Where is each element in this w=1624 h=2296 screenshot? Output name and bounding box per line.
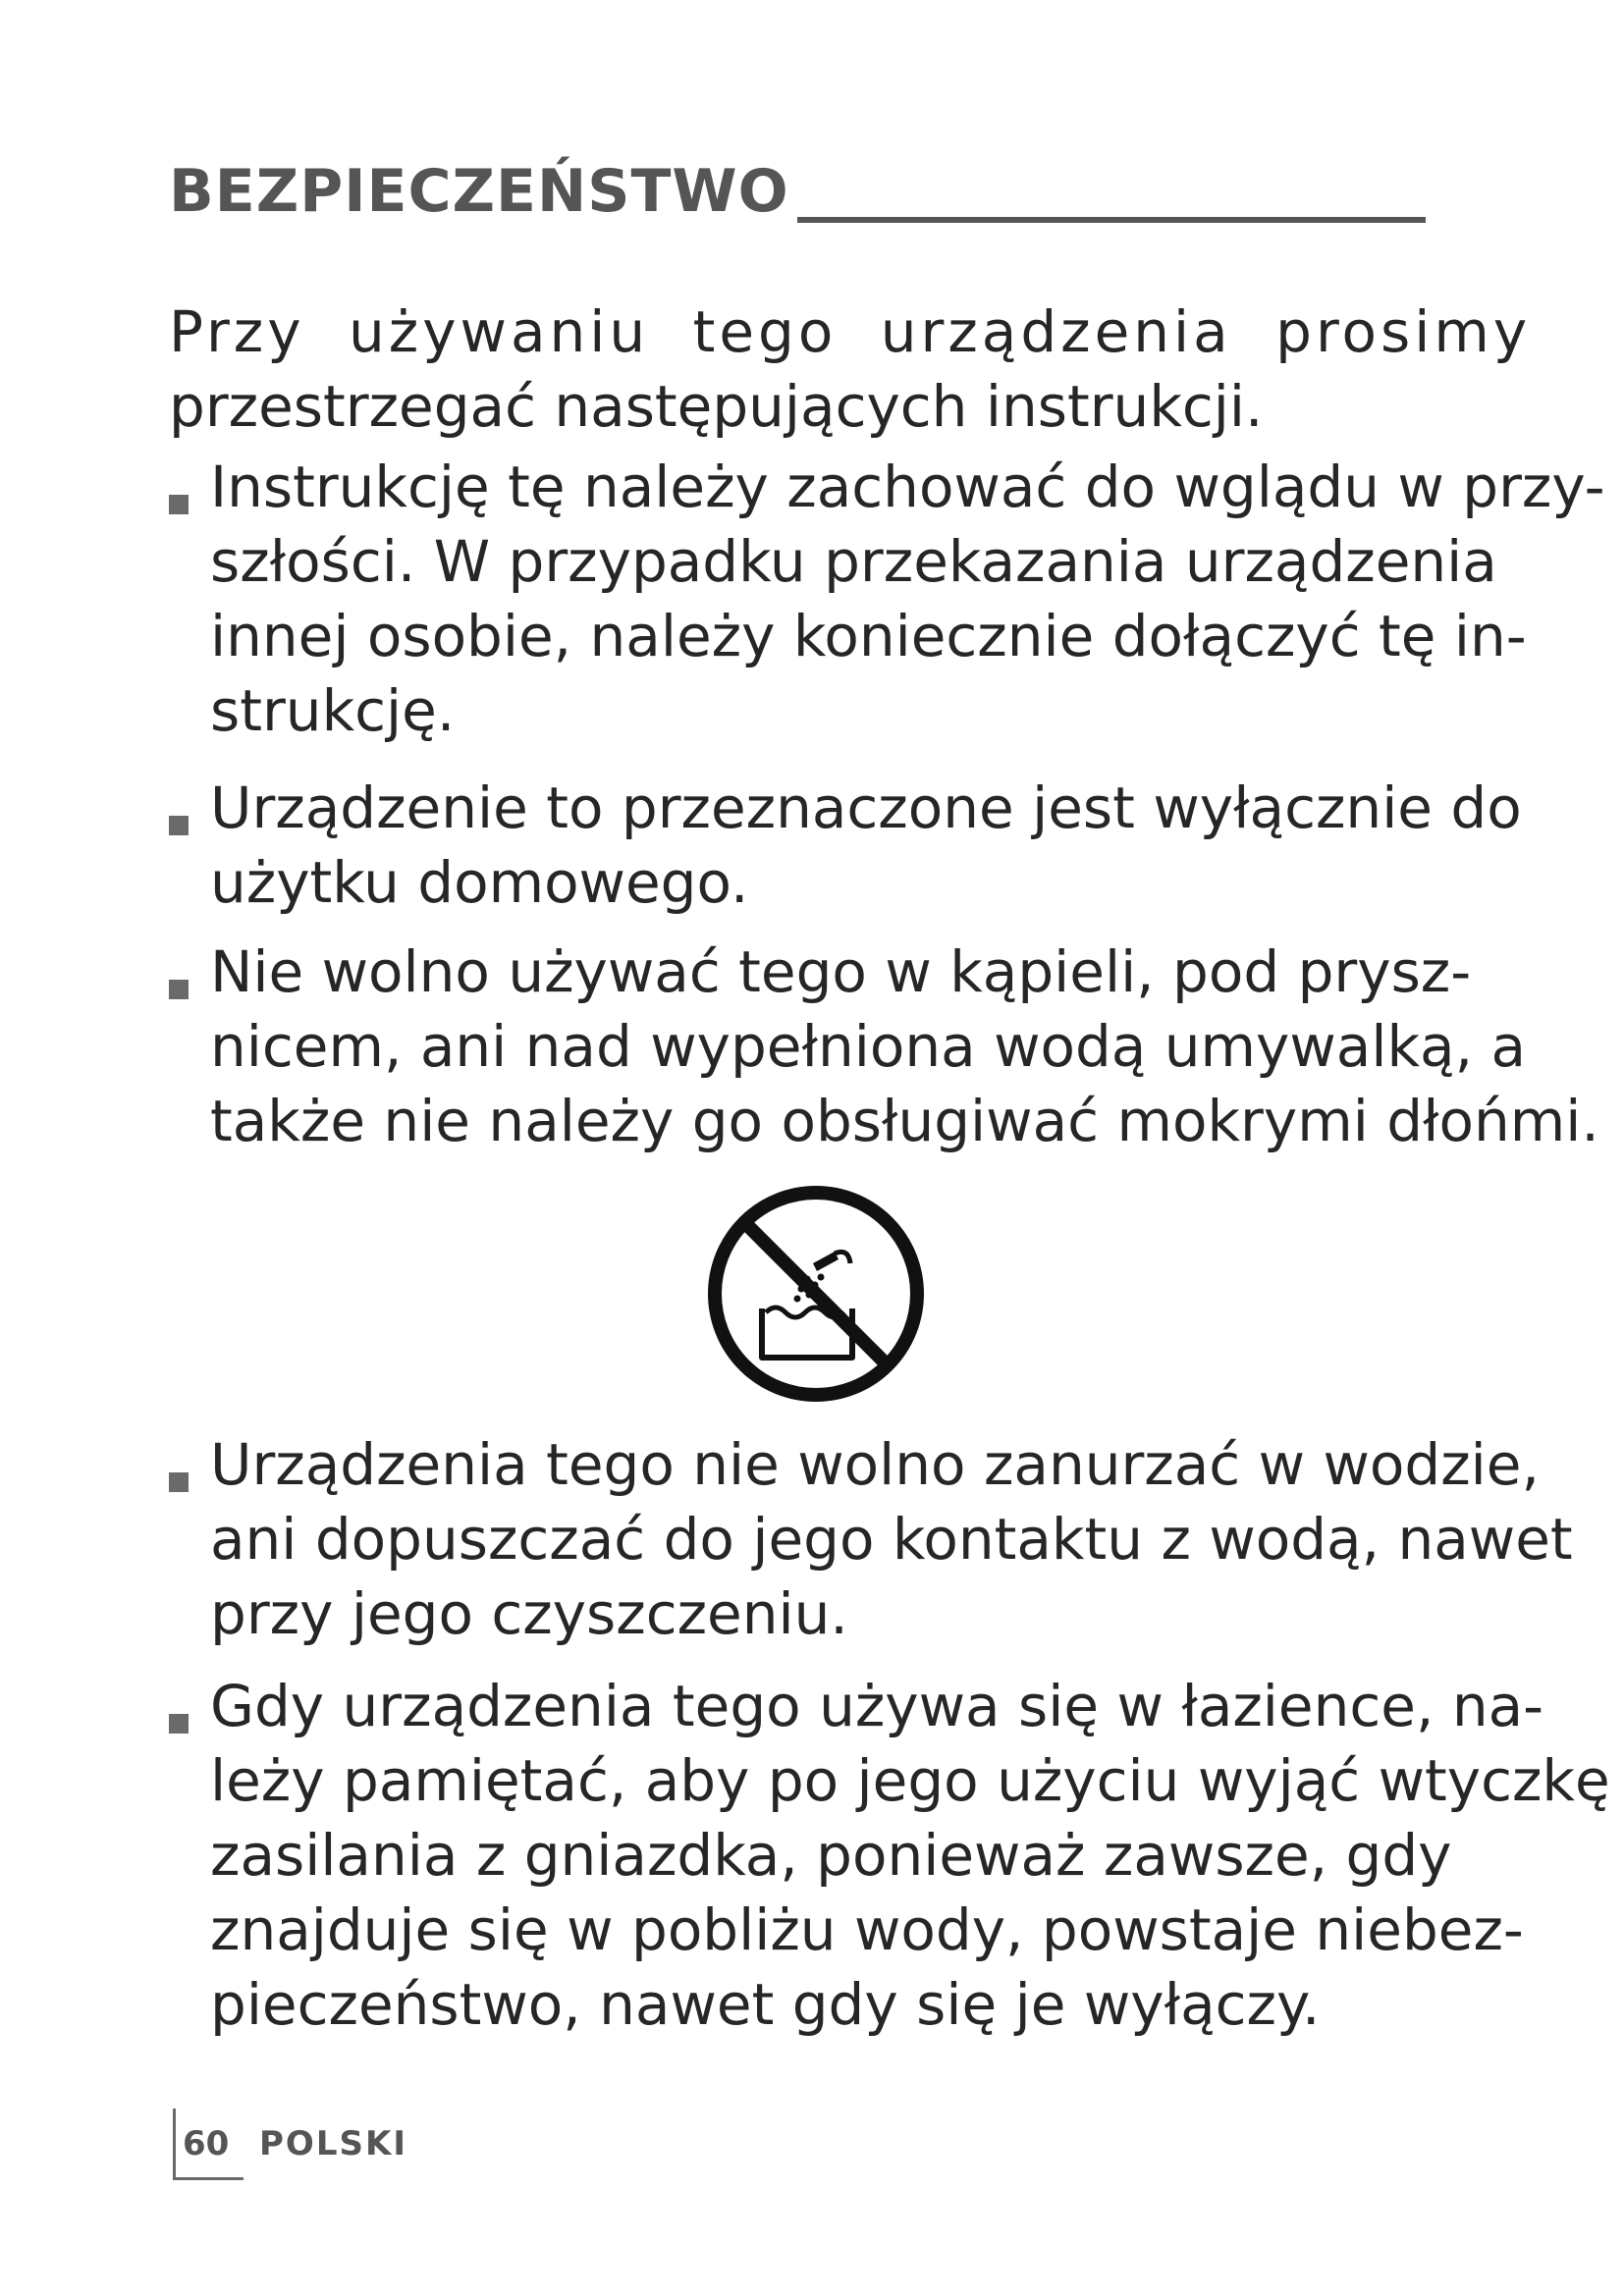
bullet-line: Gdy urządzenia tego używa się w łazience, na- bbox=[210, 1673, 1544, 1739]
bullet-line: innej osobie, należy koniecznie dołączyć tę in- bbox=[210, 603, 1527, 669]
section-header bbox=[169, 152, 1426, 231]
no-bathing-shower-icon bbox=[705, 1183, 927, 1405]
bullet-line: Urządzenie to przeznaczone jest wyłącznie do bbox=[210, 774, 1522, 841]
bullet-text bbox=[210, 934, 1599, 1158]
bullet-square-icon bbox=[169, 495, 189, 514]
bullet-text bbox=[210, 771, 1522, 920]
bullet-line: nicem, ani nad wypełniona wodą umywalką, a bbox=[210, 1013, 1527, 1080]
bullet-line: użytku domowego. bbox=[210, 849, 749, 916]
bullet-square-icon bbox=[169, 980, 189, 999]
bullet-text bbox=[210, 1669, 1610, 2042]
header-rule bbox=[797, 217, 1426, 223]
language-label: POLSKI bbox=[259, 2124, 407, 2163]
bullet-text bbox=[210, 1427, 1573, 1651]
bullet-line: pieczeństwo, nawet gdy się je wyłączy. bbox=[210, 1971, 1321, 2038]
bullet-line: Nie wolno używać tego w kąpieli, pod prysz- bbox=[210, 938, 1472, 1005]
footer-underline bbox=[173, 2177, 244, 2180]
bullet-line: ani dopuszczać do jego kontaktu z wodą, nawet bbox=[210, 1506, 1573, 1573]
bullet-square-icon bbox=[169, 1714, 189, 1734]
prohibition-sign-graphic bbox=[705, 1183, 927, 1405]
page-number: 60 bbox=[183, 2124, 230, 2163]
bullet-line: także nie należy go obsługiwać mokrymi dłońmi. bbox=[210, 1088, 1599, 1154]
bullet-text bbox=[210, 450, 1605, 748]
intro-paragraph bbox=[169, 294, 1532, 444]
section-title: BEZPIECZEŃSTWO bbox=[169, 157, 789, 226]
page-footer bbox=[173, 2109, 467, 2181]
bullet-line: Urządzenia tego nie wolno zanurzać w wodzie, bbox=[210, 1431, 1540, 1498]
intro-line: przestrzegać następujących instrukcji. bbox=[169, 373, 1264, 440]
bullet-line: znajduje się w pobliżu wody, powstaje niebez- bbox=[210, 1896, 1524, 1963]
bullet-line: Instrukcję tę należy zachować do wglądu w przy- bbox=[210, 454, 1605, 520]
intro-line: Przy używaniu tego urządzenia prosimy bbox=[169, 298, 1532, 365]
footer-corner-line bbox=[173, 2109, 176, 2179]
bullet-line: strukcję. bbox=[210, 677, 456, 744]
bullet-line: przy jego czyszczeniu. bbox=[210, 1580, 848, 1647]
bullet-square-icon bbox=[169, 816, 189, 835]
bullet-line: leży pamiętać, aby po jego użyciu wyjąć wtyczkę bbox=[210, 1747, 1610, 1814]
bullet-square-icon bbox=[169, 1472, 189, 1492]
bullet-line: szłości. W przypadku przekazania urządzenia bbox=[210, 528, 1497, 595]
bullet-line: zasilania z gniazdka, ponieważ zawsze, gdy bbox=[210, 1822, 1452, 1889]
